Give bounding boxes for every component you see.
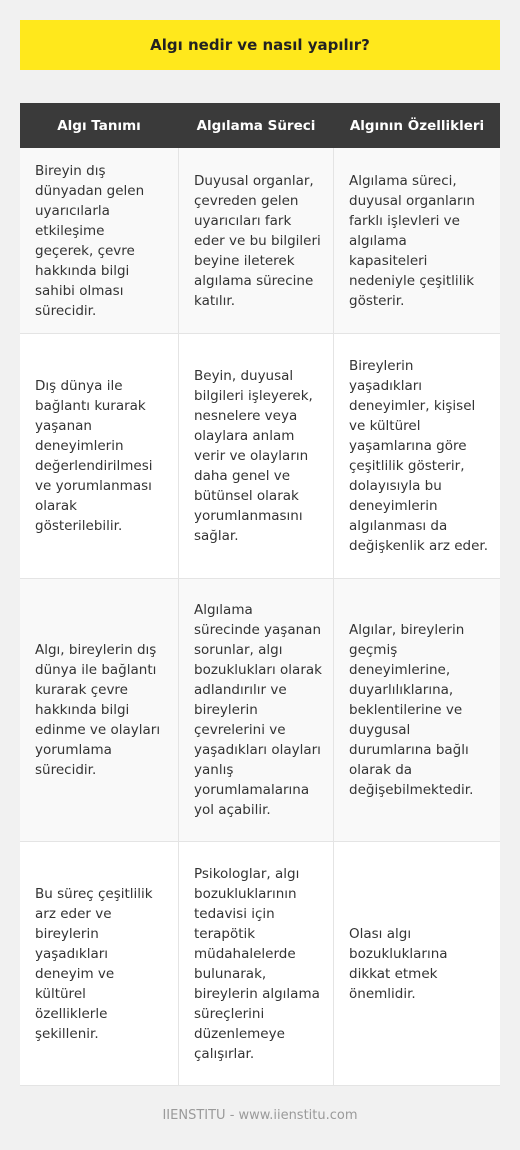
column-header: Algı Tanımı	[57, 117, 141, 134]
table-cell: Algılama süreci, duyusal organların farklı işlevleri ve algılama kapasiteleri nedeniyle çeşitlilik gösterir.	[334, 148, 500, 334]
column-header: Algının Özellikleri	[349, 117, 485, 134]
table-cell: Algılama sürecinde yaşanan sorunlar, algı bozuklukları olarak adlandırılır ve bireylerin çevrelerini ve yaşadıkları olayları yanlış yorumlamalarına yol açabilir.	[178, 579, 334, 842]
page-title: Algı nedir ve nasıl yapılır?	[150, 36, 370, 54]
table-cell: Bireylerin yaşadıkları deneyimler, kişisel ve kültürel yaşamlarına göre çeşitlilik gösterir, dolayısıyla bu deneyimlerin algılanması da değişkenlik arz eder.	[334, 334, 500, 579]
table-cell: Beyin, duyusal bilgileri işleyerek, nesnelere veya olaylara anlam verir ve olayların daha genel ve bütünsel olarak yorumlanmasını sağlar.	[178, 334, 334, 579]
info-table	[20, 103, 500, 1086]
table-cell: Bireyin dış dünyadan gelen uyarıcılarla etkileşime geçerek, çevre hakkında bilgi sahibi olması sürecidir.	[20, 148, 178, 334]
column-header: Algılama Süreci	[196, 117, 316, 134]
table-row	[20, 842, 500, 1086]
table-row	[20, 148, 500, 334]
table-cell: Duyusal organlar, çevreden gelen uyarıcıları fark eder ve bu bilgileri beyine ileterek algılama sürecine katılır.	[178, 148, 334, 334]
table-row	[20, 579, 500, 842]
table-header	[20, 103, 500, 148]
table-cell: Olası algı bozukluklarına dikkat etmek önemlidir.	[334, 842, 500, 1086]
table-cell: Bu süreç çeşitlilik arz eder ve bireylerin yaşadıkları deneyim ve kültürel özelliklerle şekillenir.	[20, 842, 178, 1086]
table-cell: Psikologlar, algı bozukluklarının tedavisi için terapötik müdahalelerde bulunarak, bireylerin algılama süreçlerini düzenlemeye çalışırlar.	[178, 842, 334, 1086]
table-cell: Algılar, bireylerin geçmiş deneyimlerine, duyarlılıklarına, beklentilerine ve duygusal durumlarına bağlı olarak da değişebilmektedir.	[334, 579, 500, 842]
footer-credit: IIENSTITU - www.iienstitu.com	[162, 1108, 358, 1123]
table-cell: Dış dünya ile bağlantı kurarak yaşanan deneyimlerin değerlendirilmesi ve yorumlanması olarak gösterilebilir.	[20, 334, 178, 579]
table-cell: Algı, bireylerin dış dünya ile bağlantı kurarak çevre hakkında bilgi edinme ve olayları yorumlama sürecidir.	[20, 579, 178, 842]
title-banner	[20, 20, 500, 70]
table-row	[20, 334, 500, 579]
